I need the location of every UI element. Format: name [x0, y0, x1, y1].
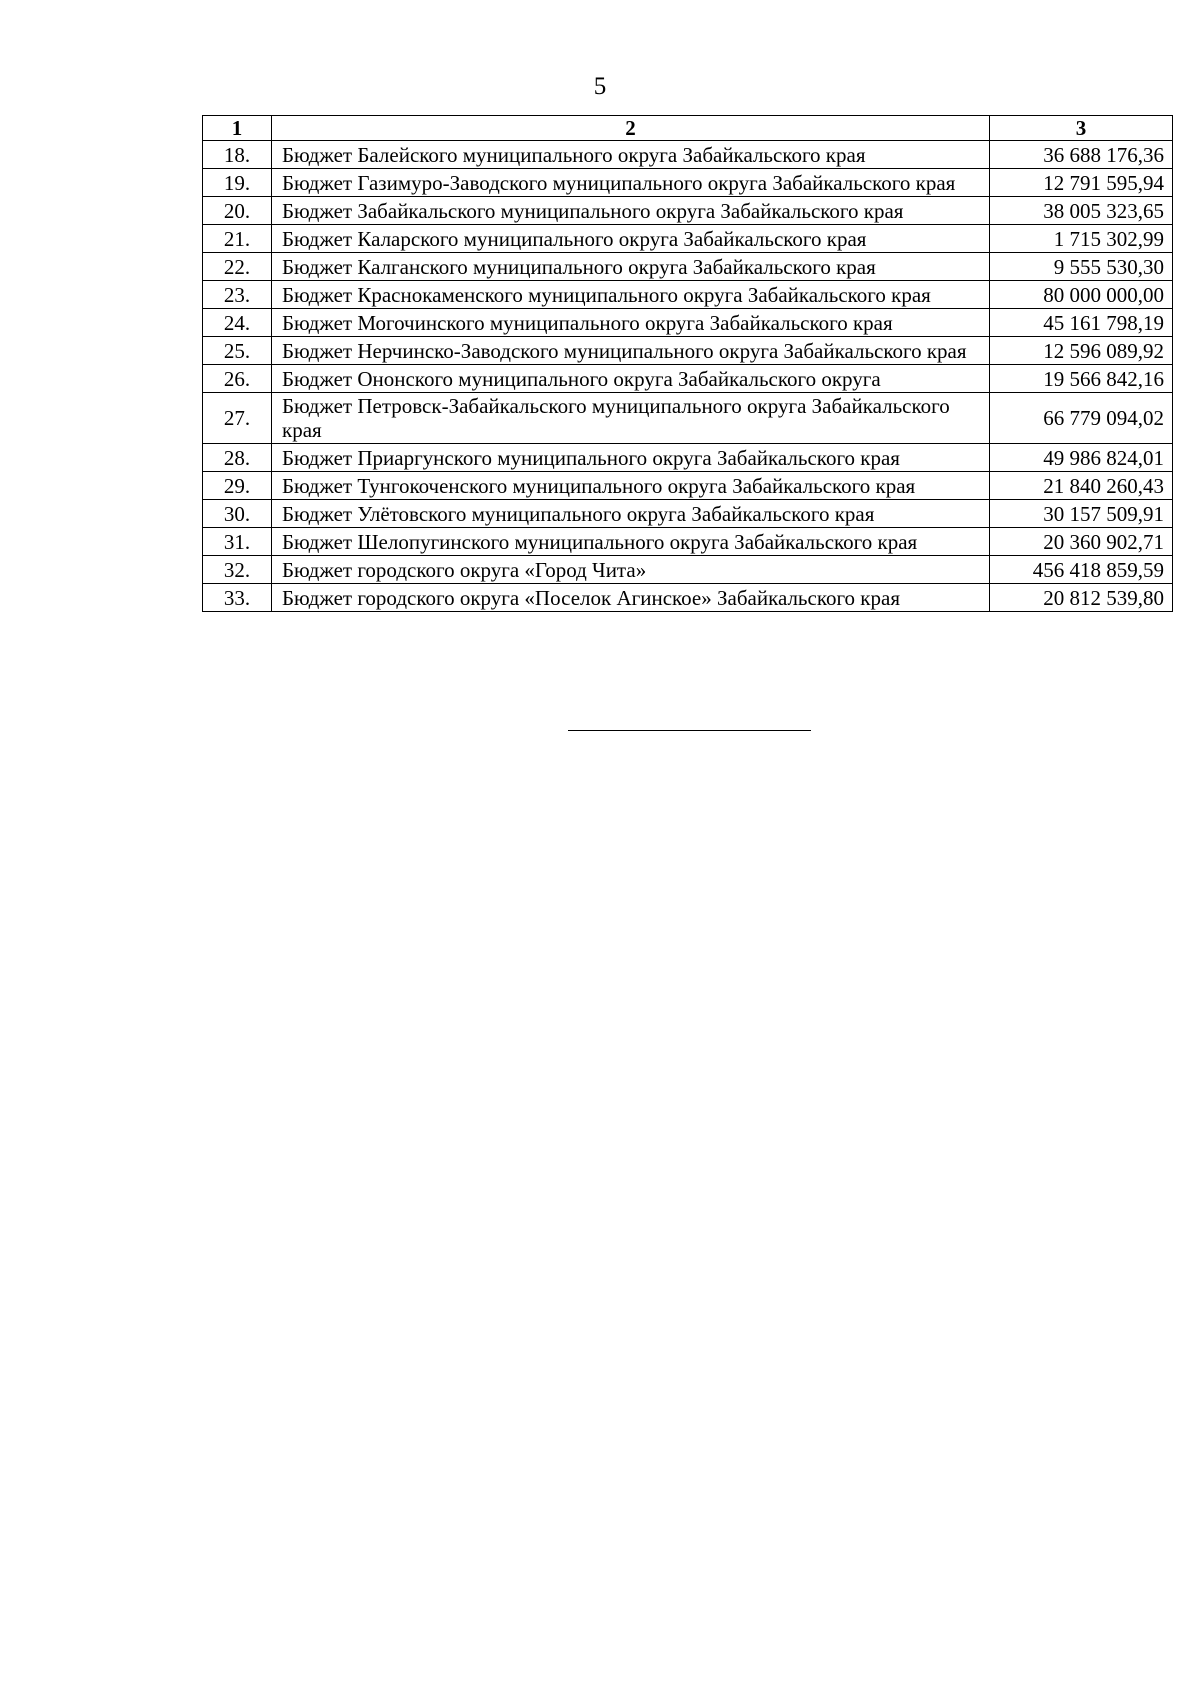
- table-row: [203, 393, 1173, 444]
- table-row: [203, 309, 1173, 337]
- header-col-name: 2: [272, 116, 990, 141]
- row-number: 27.: [203, 393, 272, 444]
- row-budget-name: Бюджет Нерчинско-Заводского муниципального округа Забайкальского края: [272, 337, 990, 365]
- budget-transfers-table: [202, 115, 1173, 612]
- page-number: 5: [593, 73, 607, 100]
- header-col-sum: 3: [990, 116, 1173, 141]
- row-number: 20.: [203, 197, 272, 225]
- row-budget-name: Бюджет городского округа «Поселок Агинское» Забайкальского края: [272, 584, 990, 612]
- row-budget-name: Бюджет Ононского муниципального округа Забайкальского округа: [272, 365, 990, 393]
- row-number: 30.: [203, 500, 272, 528]
- table-row: [203, 141, 1173, 169]
- row-number: 18.: [203, 141, 272, 169]
- row-budget-name: Бюджет Шелопугинского муниципального округа Забайкальского края: [272, 528, 990, 556]
- row-number: 26.: [203, 365, 272, 393]
- table-row: [203, 253, 1173, 281]
- row-amount: 30 157 509,91: [990, 500, 1173, 528]
- row-budget-name: Бюджет Тунгокоченского муниципального округа Забайкальского края: [272, 472, 990, 500]
- table-body: [203, 141, 1173, 612]
- row-amount: 45 161 798,19: [990, 309, 1173, 337]
- row-number: 29.: [203, 472, 272, 500]
- table-row: [203, 584, 1173, 612]
- table-row: [203, 197, 1173, 225]
- row-amount: 19 566 842,16: [990, 365, 1173, 393]
- row-amount: 36 688 176,36: [990, 141, 1173, 169]
- table-row: [203, 225, 1173, 253]
- table-row: [203, 337, 1173, 365]
- row-number: 28.: [203, 444, 272, 472]
- row-amount: 21 840 260,43: [990, 472, 1173, 500]
- row-number: 33.: [203, 584, 272, 612]
- header-col-number: 1: [203, 116, 272, 141]
- row-number: 24.: [203, 309, 272, 337]
- row-number: 32.: [203, 556, 272, 584]
- row-budget-name: Бюджет Калганского муниципального округа Забайкальского края: [272, 253, 990, 281]
- row-amount: 20 360 902,71: [990, 528, 1173, 556]
- row-budget-name: Бюджет Могочинского муниципального округа Забайкальского края: [272, 309, 990, 337]
- table-row: [203, 365, 1173, 393]
- table-header: [203, 116, 1173, 141]
- table-row: [203, 169, 1173, 197]
- row-number: 25.: [203, 337, 272, 365]
- row-budget-name: Бюджет Петровск-Забайкальского муниципального округа Забайкальского края: [272, 393, 990, 444]
- row-number: 23.: [203, 281, 272, 309]
- row-budget-name: Бюджет Краснокаменского муниципального округа Забайкальского края: [272, 281, 990, 309]
- row-budget-name: Бюджет городского округа «Город Чита»: [272, 556, 990, 584]
- row-amount: 456 418 859,59: [990, 556, 1173, 584]
- row-budget-name: Бюджет Улётовского муниципального округа Забайкальского края: [272, 500, 990, 528]
- table-row: [203, 556, 1173, 584]
- row-amount: 80 000 000,00: [990, 281, 1173, 309]
- row-amount: 12 596 089,92: [990, 337, 1173, 365]
- row-number: 19.: [203, 169, 272, 197]
- row-number: 31.: [203, 528, 272, 556]
- table-row: [203, 472, 1173, 500]
- row-number: 21.: [203, 225, 272, 253]
- row-amount: 49 986 824,01: [990, 444, 1173, 472]
- row-budget-name: Бюджет Балейского муниципального округа Забайкальского края: [272, 141, 990, 169]
- row-budget-name: Бюджет Газимуро-Заводского муниципального округа Забайкальского края: [272, 169, 990, 197]
- row-amount: 66 779 094,02: [990, 393, 1173, 444]
- row-budget-name: Бюджет Приаргунского муниципального округа Забайкальского края: [272, 444, 990, 472]
- row-amount: 12 791 595,94: [990, 169, 1173, 197]
- header-row: [203, 116, 1173, 141]
- end-of-document-rule: [568, 730, 811, 731]
- row-amount: 20 812 539,80: [990, 584, 1173, 612]
- row-amount: 38 005 323,65: [990, 197, 1173, 225]
- row-budget-name: Бюджет Забайкальского муниципального округа Забайкальского края: [272, 197, 990, 225]
- table-row: [203, 444, 1173, 472]
- row-amount: 1 715 302,99: [990, 225, 1173, 253]
- row-amount: 9 555 530,30: [990, 253, 1173, 281]
- table-row: [203, 500, 1173, 528]
- row-number: 22.: [203, 253, 272, 281]
- row-budget-name: Бюджет Каларского муниципального округа Забайкальского края: [272, 225, 990, 253]
- table-row: [203, 528, 1173, 556]
- table-row: [203, 281, 1173, 309]
